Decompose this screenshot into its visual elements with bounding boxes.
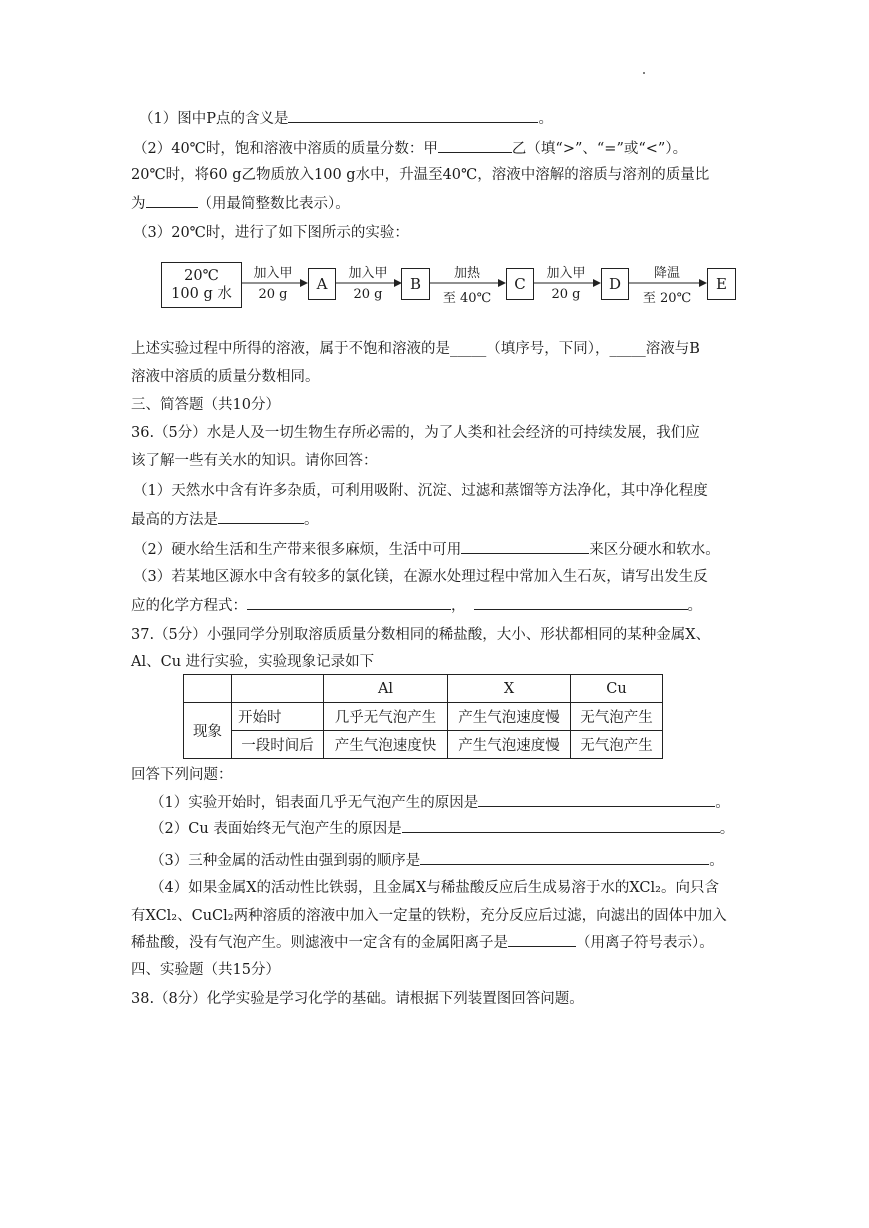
table-header-cell: X [448,675,571,703]
table-cell: 无气泡产生 [571,703,663,731]
q37-line1: 37.（5分）小强同学分别取溶质质量分数相同的稀盐酸，大小、形状都相同的某种金属X、 [131,627,711,643]
q35-after-line2: 溶液中溶质的质量分数相同。 [131,369,320,385]
table-cell: 产生气泡速度慢 [448,731,571,759]
answer-blank[interactable] [508,932,576,947]
q36-part3-line2: 应的化学方程式： ， 。 [131,595,702,616]
table-row [184,703,663,731]
flow-step2-bottom: 20 g [353,287,383,302]
q37-answer4-line1: （4）如果金属X的活动性比铁弱，且金属X与稀盐酸反应后生成易溶于水的XCl₂。向只含 [150,880,719,896]
q37-answer3: （3）三种金属的活动性由强到弱的顺序是 。 [150,850,724,871]
table-cell: 几乎无气泡产生 [324,703,448,731]
flow-box-e: E [707,268,736,300]
flow-step1-bottom: 20 g [258,287,288,302]
q38-line1: 38.（8分）化学实验是学习化学的基础。请根据下列装置图回答问题。 [131,991,584,1007]
table-header-row [184,675,663,703]
q37-answer4-line3: 稀盐酸，没有气泡产生。则滤液中一定含有的金属阳离子是 （用离子符号表示）。 [131,932,714,953]
flow-box-b: B [401,268,430,300]
answer-blank[interactable] [247,595,451,610]
flow-step5-top: 降温 [653,266,680,281]
section-4-heading: 四、实验题（共15分） [131,962,280,978]
q36-part3-line1: （3）若某地区源水中含有较多的氯化镁，在源水处理过程中常加入生石灰，请写出发生反 [133,569,708,585]
answer-blank[interactable] [218,509,304,524]
answer-blank[interactable] [402,818,720,833]
q35-part1: （1）图中P点的含义是 。 [139,108,553,129]
table-header-cell [184,675,232,703]
q36-line2: 该了解一些有关水的知识。请你回答： [131,453,378,469]
q37-answer4-line2: 有XCl₂、CuCl₂两种溶质的溶液中加入一定量的铁粉，充分反应后过滤，向滤出的固体中加入 [131,908,727,924]
table-row [184,731,663,759]
q36-line1: 36.（5分）水是人及一切生物生存所必需的，为了人类和社会经济的可持续发展，我们应 [131,425,700,441]
q35-after-line1: 上述实验过程中所得的溶液，属于不饱和溶液的是_____（填序号，下同），_____溶液与B [131,341,700,357]
flow-step4-top: 加入甲 [546,266,586,281]
flow-step3-bottom: 至 40℃ [442,291,492,306]
q37-answer1: （1）实验开始时，铝表面几乎无气泡产生的原因是 。 [150,792,730,813]
table-row-label: 现象 [184,703,232,759]
table-cell: 产生气泡速度慢 [448,703,571,731]
flow-step1-top: 加入甲 [253,266,293,281]
section-3-heading: 三、简答题（共10分） [131,397,280,413]
experiment-table [183,674,663,759]
flow-step5-bottom: 至 20℃ [642,291,692,306]
table-cell: 开始时 [232,703,324,731]
table-cell: 一段时间后 [232,731,324,759]
q36-part1-line1: （1）天然水中含有许多杂质，可利用吸附、沉淀、过滤和蒸馏等方法净化，其中净化程度 [133,483,708,499]
flow-step3-top: 加热 [453,266,480,281]
q35-part2-line2: 20℃时，将60 g乙物质放入100 g水中，升温至40℃，溶液中溶解的溶质与溶剂的质量比 [131,167,710,183]
answer-blank[interactable] [474,595,688,610]
table-header-cell [232,675,324,703]
q36-part1-line2: 最高的方法是 。 [131,509,319,530]
q37-line2: Al、Cu 进行实验，实验现象记录如下 [131,654,375,670]
q36-part2: （2）硬水给生活和生产带来很多麻烦，生活中可用 来区分硬水和软水。 [133,539,720,560]
q35-part2-line3: 为 （用最简整数比表示）。 [131,193,350,214]
flow-start-box: 20℃ 100 g 水 [161,262,242,308]
answer-blank[interactable] [478,792,715,807]
table-header-cell: Cu [571,675,663,703]
flow-box-c: C [506,268,534,300]
table-header-cell: Al [324,675,448,703]
table-cell: 产生气泡速度快 [324,731,448,759]
flow-box-d: D [601,268,629,300]
q37-answer2: （2）Cu 表面始终无气泡产生的原因是 。 [150,818,734,839]
flow-box-a: A [308,268,336,300]
flow-step2-top: 加入甲 [348,266,388,281]
q37-answer-intro: 回答下列问题： [131,767,233,783]
q35-part2-line1: （2）40℃时，饱和溶液中溶质的质量分数：甲 乙（填“>”、“=”或“<”）。 [133,138,687,159]
flow-step4-bottom: 20 g [551,287,581,302]
answer-blank[interactable] [461,539,589,554]
q35-part3-intro: （3）20℃时，进行了如下图所示的实验： [133,225,409,241]
answer-blank[interactable] [420,850,709,865]
table-cell: 无气泡产生 [571,731,663,759]
